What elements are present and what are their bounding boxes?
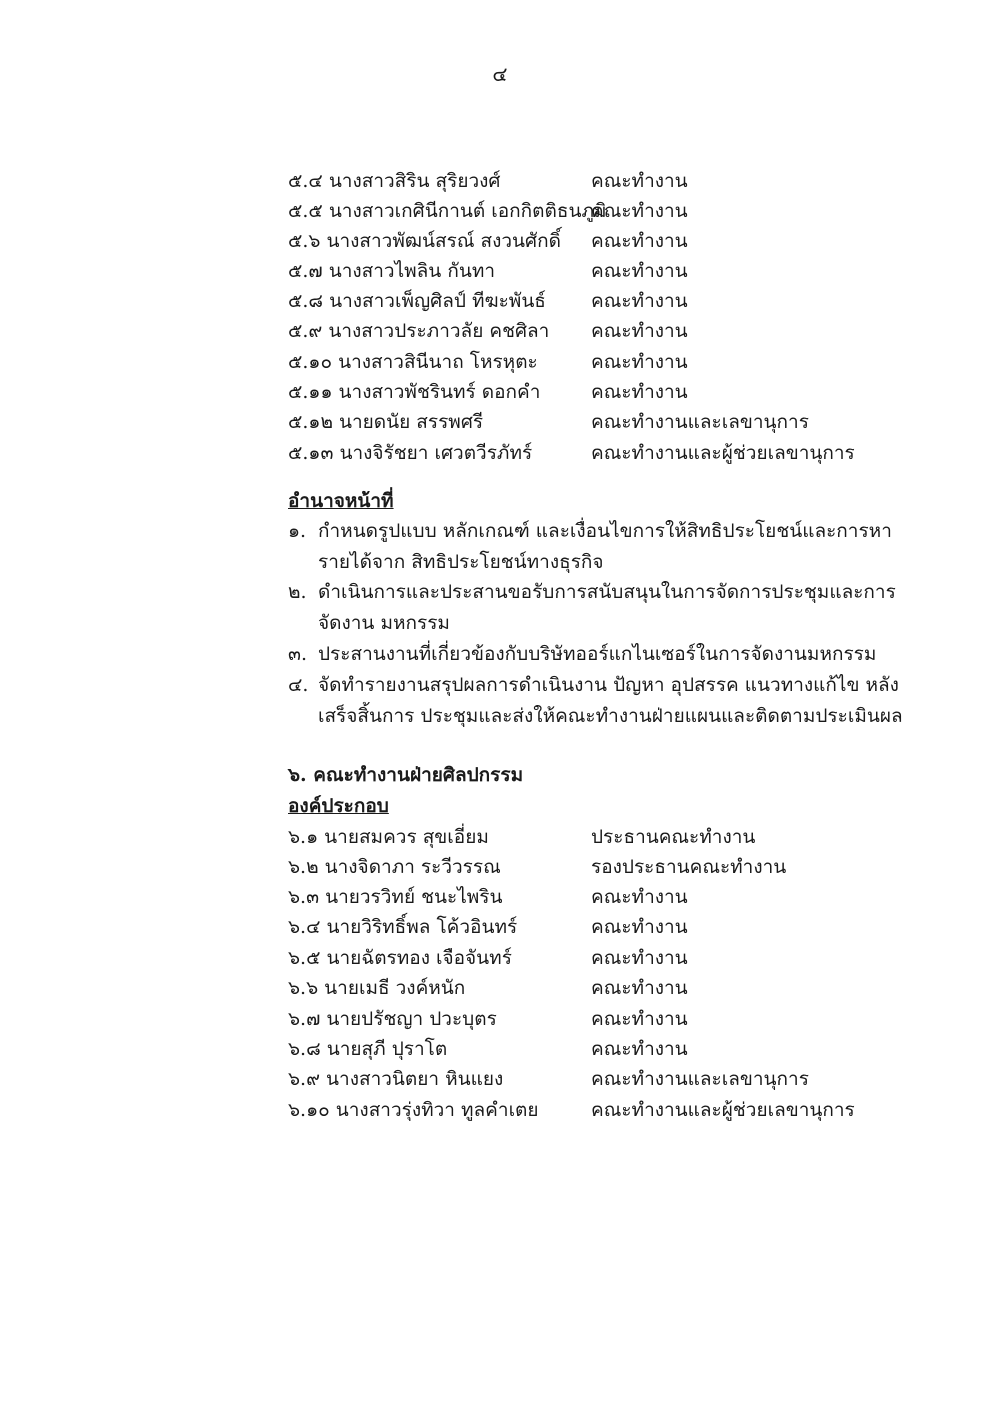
member-index: ๕.๑๓ — [288, 442, 334, 464]
member-index: ๕.๕ — [288, 200, 323, 222]
member-row — [288, 316, 928, 346]
member-index: ๖.๗ — [288, 1008, 321, 1030]
member-row — [288, 166, 928, 196]
member-role: คณะทำงาน — [591, 916, 688, 938]
member-row — [288, 438, 928, 468]
member-index: ๖.๒ — [288, 856, 319, 878]
member-role: คณะทำงาน — [591, 200, 688, 222]
member-index: ๖.๔ — [288, 916, 321, 938]
member-role: คณะทำงาน — [591, 977, 688, 999]
member-name: นางสาวพัชรินทร์ ดอกคำ — [338, 381, 541, 403]
member-name: นายวิริทธิ์พล โค้วอินทร์ — [326, 916, 518, 938]
member-name: นางสาวไพลิน กันทา — [328, 260, 496, 282]
member-row — [288, 377, 928, 407]
member-name: นายสมควร สุขเอี่ยม — [324, 826, 489, 848]
member-name: นางสาวประภาวลัย คชศิลา — [328, 320, 550, 342]
member-index: ๖.๖ — [288, 977, 319, 999]
member-index: ๕.๗ — [288, 260, 323, 282]
member-index: ๕.๙ — [288, 320, 323, 342]
member-index: ๖.๓ — [288, 886, 320, 908]
member-role: คณะทำงานและผู้ช่วยเลขานุการ — [591, 442, 855, 464]
member-index: ๖.๑ — [288, 826, 319, 848]
member-role: คณะทำงาน — [591, 947, 688, 969]
page-number: ๔ — [492, 62, 508, 86]
member-row — [288, 407, 928, 437]
member-name: นางสาวเพ็ญศิลป์ ทีฆะพันธ์ — [329, 290, 546, 312]
duty-text: ประสานงานที่เกี่ยวข้องกับบริษัทออร์แกไนเซอร์ในการจัดงานมหกรรม — [318, 643, 877, 665]
duty-number: ๔. — [288, 674, 309, 696]
duty-text: ดำเนินการและประสานขอรับการสนับสนุนในการจัดการประชุมและการจัดงาน มหกรรม — [318, 581, 896, 634]
duty-text: จัดทำรายงานสรุปผลการดำเนินงาน ปัญหา อุปสรรค แนวทางแก้ไข หลังเสร็จสิ้นการ ประชุมและส่งให้คณะทำงานฝ่ายแผนและติดตามประเมินผล — [318, 674, 903, 727]
member-name: นางสาวนิตยา หินแยง — [326, 1068, 504, 1090]
duty-item — [288, 516, 918, 578]
section-title: ๖. คณะทำงานฝ่ายศิลปกรรม — [288, 764, 524, 786]
member-row — [288, 912, 928, 942]
member-name: นายปรัชญา ปวะบุตร — [326, 1008, 497, 1030]
member-row — [288, 1064, 928, 1094]
member-role: คณะทำงาน — [591, 170, 688, 192]
member-index: ๕.๘ — [288, 290, 324, 312]
member-role: คณะทำงาน — [591, 1008, 688, 1030]
member-name: นางสาวสินีนาถ โหรหุตะ — [338, 351, 538, 373]
member-name: นายฉัตรทอง เจือจันทร์ — [326, 947, 512, 969]
member-row — [288, 852, 928, 882]
member-row — [288, 256, 928, 286]
member-row — [288, 196, 928, 226]
member-role: คณะทำงาน — [591, 381, 688, 403]
member-role: คณะทำงาน — [591, 320, 688, 342]
duty-item — [288, 639, 918, 670]
member-row — [288, 1004, 928, 1034]
member-name: นางสาวรุ่งทิวา ทูลคำเตย — [335, 1099, 539, 1121]
member-role: คณะทำงาน — [591, 1038, 688, 1060]
member-row — [288, 347, 928, 377]
member-name: นางสาวสิริน สุริยวงศ์ — [328, 170, 501, 192]
member-role: คณะทำงานและเลขานุการ — [591, 1068, 809, 1090]
member-index: ๖.๕ — [288, 947, 321, 969]
member-row — [288, 1034, 928, 1064]
member-name: นางสาวเกศินีกานต์ เอกกิตติธนภูมิ — [328, 200, 607, 222]
member-row — [288, 1095, 928, 1125]
member-role: คณะทำงาน — [591, 260, 688, 282]
member-name: นายเมธี วงค์หนัก — [324, 977, 466, 999]
duty-number: ๑. — [288, 520, 307, 542]
member-index: ๖.๘ — [288, 1038, 321, 1060]
member-name: นายดนัย สรรพศรี — [339, 411, 484, 433]
duties-heading: อำนาจหน้าที่ — [288, 490, 394, 512]
member-index: ๖.๑๐ — [288, 1099, 330, 1121]
member-index: ๕.๑๐ — [288, 351, 333, 373]
duty-number: ๓. — [288, 643, 308, 665]
member-role: คณะทำงาน — [591, 290, 688, 312]
member-row — [288, 973, 928, 1003]
member-index: ๕.๑๒ — [288, 411, 334, 433]
member-index: ๕.๑๑ — [288, 381, 333, 403]
composition-heading: องค์ประกอบ — [288, 795, 389, 817]
member-name: นายสุภี ปุราโต — [326, 1038, 448, 1060]
member-row — [288, 822, 928, 852]
member-role: คณะทำงาน — [591, 886, 688, 908]
member-index: ๕.๔ — [288, 170, 323, 192]
duty-item — [288, 670, 918, 732]
member-role: ประธานคณะทำงาน — [591, 826, 756, 848]
member-role: คณะทำงาน — [591, 230, 688, 252]
member-row — [288, 943, 928, 973]
member-index: ๖.๙ — [288, 1068, 321, 1090]
duty-number: ๒. — [288, 581, 307, 603]
duty-item — [288, 577, 918, 639]
member-role: คณะทำงานและผู้ช่วยเลขานุการ — [591, 1099, 855, 1121]
member-role: คณะทำงานและเลขานุการ — [591, 411, 809, 433]
member-name: นางจิดาภา ระวีวรรณ — [324, 856, 501, 878]
duty-text: กำหนดรูปแบบ หลักเกณฑ์ และเงื่อนไขการให้สิทธิประโยชน์และการหารายได้จาก สิทธิประโยชน์ทางธุรกิจ — [318, 520, 892, 573]
member-name: นางจิรัชยา เศวตวีรภัทร์ — [339, 442, 533, 464]
member-row — [288, 286, 928, 316]
member-role: รองประธานคณะทำงาน — [591, 856, 787, 878]
member-row — [288, 882, 928, 912]
member-name: นางสาวพัฒน์สรณ์ สงวนศักดิ์ — [326, 230, 561, 252]
member-row — [288, 226, 928, 256]
member-index: ๕.๖ — [288, 230, 321, 252]
member-name: นายวรวิทย์ ชนะไพริน — [325, 886, 503, 908]
member-role: คณะทำงาน — [591, 351, 688, 373]
